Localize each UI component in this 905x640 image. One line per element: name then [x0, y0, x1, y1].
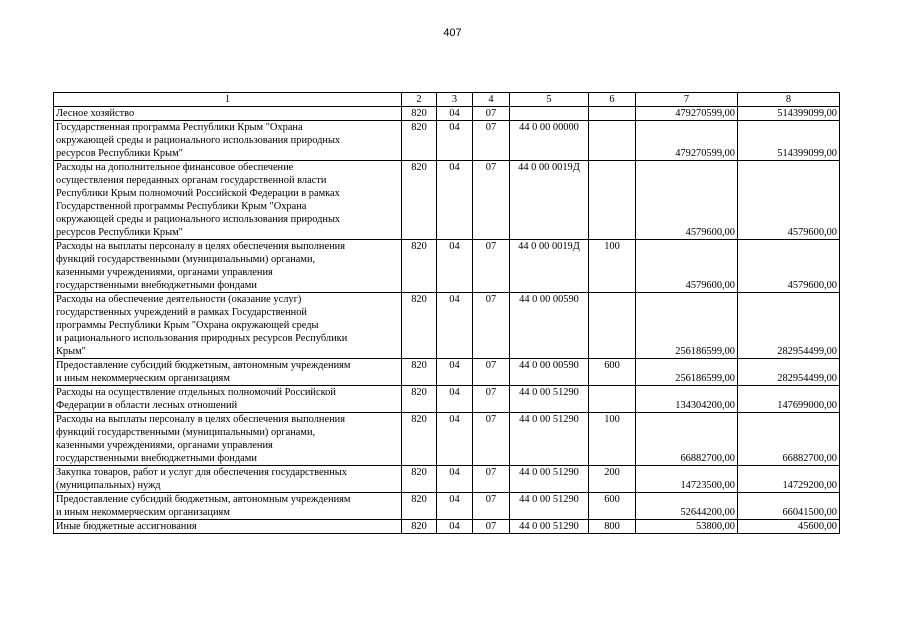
- column-header: 1: [54, 93, 402, 107]
- code-expense-type: 800: [589, 520, 636, 534]
- code-podrazdel: 07: [473, 359, 510, 386]
- code-expense-type: [589, 386, 636, 413]
- table-body: [54, 107, 840, 534]
- amount-year-2: 4579600,00: [738, 161, 840, 240]
- amount-year-2: 514399099,00: [738, 121, 840, 161]
- code-podrazdel: 07: [473, 413, 510, 466]
- table-row: [54, 359, 840, 386]
- column-header: 5: [510, 93, 589, 107]
- code-podrazdel: 07: [473, 293, 510, 359]
- amount-year-2: 282954499,00: [738, 293, 840, 359]
- row-name: Расходы на выплаты персоналу в целях обеспечения выполнения функций государственными (муниципальными) органами, казенными учреждениями, органами управления государственными внебюджетными фондами: [54, 413, 402, 466]
- code-razdel: 04: [437, 121, 473, 161]
- code-glava: 820: [402, 359, 437, 386]
- column-header: 4: [473, 93, 510, 107]
- row-name: Государственная программа Республики Крым "Охрана окружающей среды и рационального использования природных ресурсов Республики Крым": [54, 121, 402, 161]
- code-target-article: 44 0 00 00000: [510, 121, 589, 161]
- code-glava: 820: [402, 466, 437, 493]
- code-expense-type: 200: [589, 466, 636, 493]
- code-expense-type: [589, 107, 636, 121]
- code-target-article: 44 0 00 00590: [510, 359, 589, 386]
- column-header: 7: [636, 93, 738, 107]
- column-header: 8: [738, 93, 840, 107]
- code-razdel: 04: [437, 413, 473, 466]
- amount-year-2: 282954499,00: [738, 359, 840, 386]
- code-target-article: 44 0 00 51290: [510, 520, 589, 534]
- code-expense-type: [589, 121, 636, 161]
- amount-year-2: 147699000,00: [738, 386, 840, 413]
- amount-year-1: 256186599,00: [636, 359, 738, 386]
- code-target-article: [510, 107, 589, 121]
- amount-year-2: 14729200,00: [738, 466, 840, 493]
- column-header: 6: [589, 93, 636, 107]
- code-razdel: 04: [437, 466, 473, 493]
- code-podrazdel: 07: [473, 161, 510, 240]
- code-podrazdel: 07: [473, 386, 510, 413]
- code-glava: 820: [402, 107, 437, 121]
- row-name: Расходы на обеспечение деятельности (оказание услуг) государственных учреждений в рамках Государственной программы Республики Крым "Охрана окружающей среды и рационального использования природных ресурсов Республики Крым": [54, 293, 402, 359]
- table-row: [54, 520, 840, 534]
- code-glava: 820: [402, 240, 437, 293]
- table-row: [54, 121, 840, 161]
- amount-year-2: 66041500,00: [738, 493, 840, 520]
- amount-year-1: 134304200,00: [636, 386, 738, 413]
- code-razdel: 04: [437, 240, 473, 293]
- table-row: [54, 293, 840, 359]
- code-glava: 820: [402, 493, 437, 520]
- row-name: Расходы на дополнительное финансовое обеспечение осуществления переданных органам государственной власти Республики Крым полномочий Российской Федерации в рамках Государственной программы Республики Крым "Охрана окружающей среды и рационального использования природных ресурсов Республики Крым": [54, 161, 402, 240]
- amount-year-1: 479270599,00: [636, 121, 738, 161]
- code-podrazdel: 07: [473, 466, 510, 493]
- table-row: [54, 466, 840, 493]
- table-row: [54, 493, 840, 520]
- code-glava: 820: [402, 520, 437, 534]
- page-number: 407: [443, 27, 462, 39]
- code-target-article: 44 0 00 51290: [510, 413, 589, 466]
- code-podrazdel: 07: [473, 121, 510, 161]
- code-razdel: 04: [437, 493, 473, 520]
- row-name: Предоставление субсидий бюджетным, автономным учреждениям и иным некоммерческим организациям: [54, 493, 402, 520]
- code-glava: 820: [402, 161, 437, 240]
- column-header: 3: [437, 93, 473, 107]
- code-glava: 820: [402, 293, 437, 359]
- code-razdel: 04: [437, 520, 473, 534]
- code-glava: 820: [402, 386, 437, 413]
- amount-year-2: 4579600,00: [738, 240, 840, 293]
- amount-year-2: 45600,00: [738, 520, 840, 534]
- table-row: [54, 107, 840, 121]
- header-row: [54, 93, 840, 107]
- amount-year-1: 256186599,00: [636, 293, 738, 359]
- table-row: [54, 386, 840, 413]
- code-razdel: 04: [437, 107, 473, 121]
- code-razdel: 04: [437, 293, 473, 359]
- code-expense-type: 100: [589, 413, 636, 466]
- amount-year-2: 514399099,00: [738, 107, 840, 121]
- row-name: Предоставление субсидий бюджетным, автономным учреждениям и иным некоммерческим организациям: [54, 359, 402, 386]
- amount-year-1: 479270599,00: [636, 107, 738, 121]
- amount-year-1: 14723500,00: [636, 466, 738, 493]
- code-expense-type: 600: [589, 493, 636, 520]
- code-razdel: 04: [437, 386, 473, 413]
- code-expense-type: [589, 161, 636, 240]
- row-name: Иные бюджетные ассигнования: [54, 520, 402, 534]
- code-razdel: 04: [437, 161, 473, 240]
- amount-year-1: 52644200,00: [636, 493, 738, 520]
- code-podrazdel: 07: [473, 520, 510, 534]
- table-row: [54, 161, 840, 240]
- code-razdel: 04: [437, 359, 473, 386]
- row-name: Расходы на осуществление отдельных полномочий Российской Федерации в области лесных отношений: [54, 386, 402, 413]
- budget-table: [53, 92, 840, 534]
- row-name: Закупка товаров, работ и услуг для обеспечения государственных (муниципальных) нужд: [54, 466, 402, 493]
- code-target-article: 44 0 00 51290: [510, 493, 589, 520]
- code-glava: 820: [402, 413, 437, 466]
- code-glava: 820: [402, 121, 437, 161]
- code-podrazdel: 07: [473, 107, 510, 121]
- row-name: Лесное хозяйство: [54, 107, 402, 121]
- code-target-article: 44 0 00 51290: [510, 466, 589, 493]
- code-target-article: 44 0 00 51290: [510, 386, 589, 413]
- code-target-article: 44 0 00 0019Д: [510, 161, 589, 240]
- table-row: [54, 240, 840, 293]
- amount-year-1: 4579600,00: [636, 161, 738, 240]
- code-expense-type: [589, 293, 636, 359]
- code-expense-type: 100: [589, 240, 636, 293]
- column-header: 2: [402, 93, 437, 107]
- code-target-article: 44 0 00 0019Д: [510, 240, 589, 293]
- code-expense-type: 600: [589, 359, 636, 386]
- amount-year-2: 66882700,00: [738, 413, 840, 466]
- amount-year-1: 53800,00: [636, 520, 738, 534]
- amount-year-1: 66882700,00: [636, 413, 738, 466]
- code-target-article: 44 0 00 00590: [510, 293, 589, 359]
- amount-year-1: 4579600,00: [636, 240, 738, 293]
- code-podrazdel: 07: [473, 493, 510, 520]
- table-row: [54, 413, 840, 466]
- row-name: Расходы на выплаты персоналу в целях обеспечения выполнения функций государственными (муниципальными) органами, казенными учреждениями, органами управления государственными внебюджетными фондами: [54, 240, 402, 293]
- code-podrazdel: 07: [473, 240, 510, 293]
